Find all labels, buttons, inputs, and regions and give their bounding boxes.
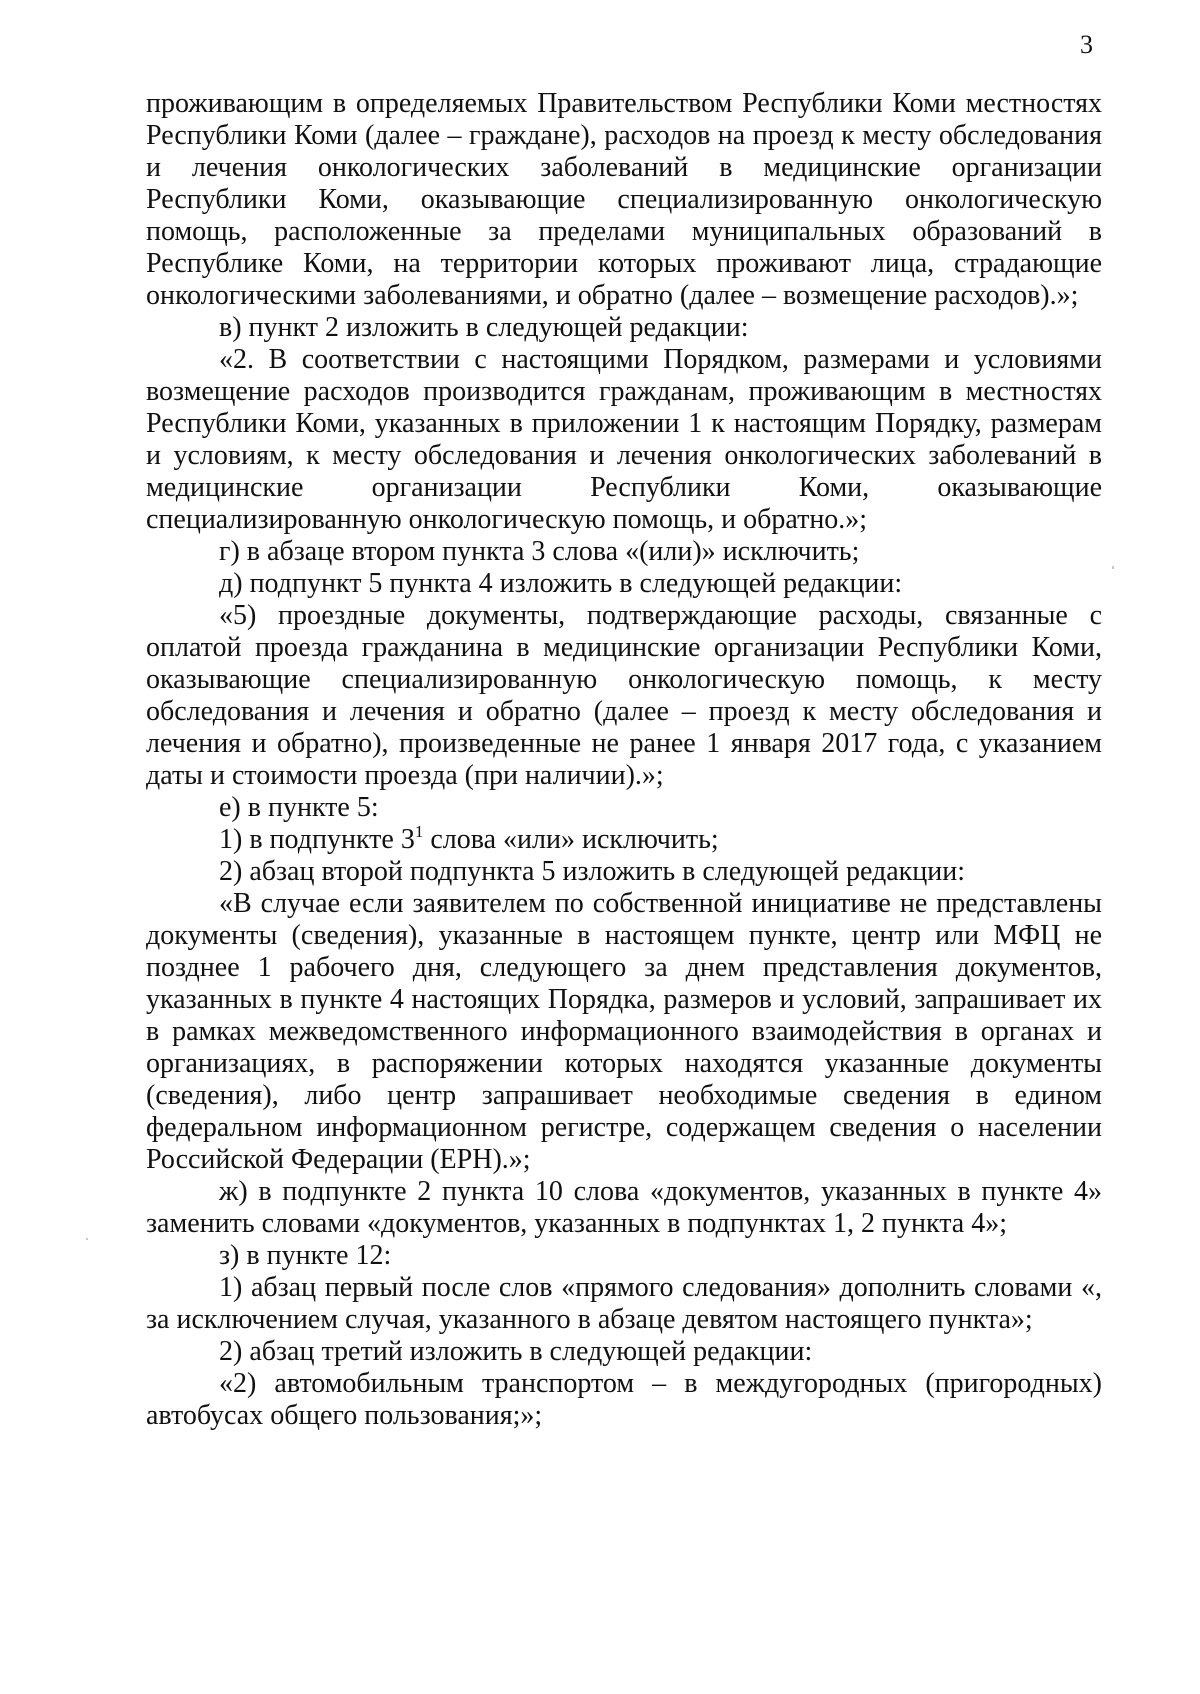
paragraph-item-z: з) в пункте 12:	[219, 1240, 392, 1271]
paragraph-item-e: е) в пункте 5:	[219, 792, 379, 823]
paragraph-item-e-1-after: слова «или» исключить;	[423, 824, 719, 855]
paragraph-subpoint-5-text: «5) проездные документы, подтверждающие расходы, связанные с оплатой проезда гражданина в медицинские организации Республики Коми, оказывающие специализированную онкологическую помощь, к месту обследования и лечения и обратно (далее – проезд к месту обследования и лечения и обратно), произведенные не ранее 1 января 2017 года, с указанием даты и стоимости проезда (при наличии).»;	[146, 600, 1102, 791]
paragraph-item-zh: ж) в подпункте 2 пункта 10 слова «документов, указанных в пункте 4» заменить словами «документов, указанных в подпунктах 1, 2 пункта 4»;	[146, 1176, 1102, 1239]
paragraph-abzac-3-text: «2) автомобильным транспортом – в междугородных (пригородных) автобусах общего пользования;»;	[146, 1368, 1102, 1431]
paragraph-item-e-1-before: 1) в подпункте 3	[219, 824, 415, 855]
paragraph-item-d: д) подпункт 5 пункта 4 изложить в следующей редакции:	[219, 568, 903, 599]
paragraph-continuation: проживающим в определяемых Правительством Республики Коми местностях Республики Коми (далее – граждане), расходов на проезд к месту обследования и лечения онкологических заболеваний в медицинские организации Республики Коми, оказывающие специализированную онкологическую помощь, расположенные за пределами муниципальных образований в Республике Коми, на территории которых проживают лица, страдающие онкологическими заболеваниями, и обратно (далее – возмещение расходов).»;	[146, 88, 1102, 311]
scan-speck	[86, 1238, 88, 1240]
paragraph-item-z-2: 2) абзац третий изложить в следующей редакции:	[219, 1336, 813, 1367]
paragraph-item-g: г) в абзаце втором пункта 3 слова «(или)» исключить;	[219, 536, 860, 567]
paragraph-point-2-text: «2. В соответствии с настоящими Порядком, размерами и условиями возмещение расходов производится гражданам, проживающим в местностях Республики Коми, указанных в приложении 1 к настоящим Порядку, размерам и условиям, к месту обследования и лечения онкологических заболеваний в медицинские организации Республики Коми, оказывающие специализированную онкологическую помощь, и обратно.»;	[146, 344, 1102, 535]
document-body	[146, 88, 1102, 1432]
paragraph-subpoint-5-abzac-text: «В случае если заявителем по собственной инициативе не представлены документы (сведения), указанные в настоящем пункте, центр или МФЦ не позднее 1 рабочего дня, следующего за днем представления документов, указанных в пункте 4 настоящих Порядка, размеров и условий, запрашивает их в рамках межведомственного информационного взаимодействия в органах и организациях, в распоряжении которых находятся указанные документы (сведения), либо центр запрашивает необходимые сведения в едином федеральном информационном регистре, содержащем сведения о населении Российской Федерации (ЕРН).»;	[146, 888, 1102, 1175]
superscript-mark: 1	[414, 822, 424, 841]
page-number: 3	[1080, 30, 1093, 59]
paragraph-item-e-1	[146, 824, 1102, 856]
paragraph-item-e-2: 2) абзац второй подпункта 5 изложить в следующей редакции:	[219, 856, 966, 887]
paragraph-item-z-1: 1) абзац первый после слов «прямого следования» дополнить словами «, за исключением случая, указанного в абзаце девятом настоящего пункта»;	[146, 1272, 1102, 1335]
paragraph-item-v: в) пункт 2 изложить в следующей редакции:	[219, 312, 749, 343]
scan-speck	[1112, 566, 1114, 569]
